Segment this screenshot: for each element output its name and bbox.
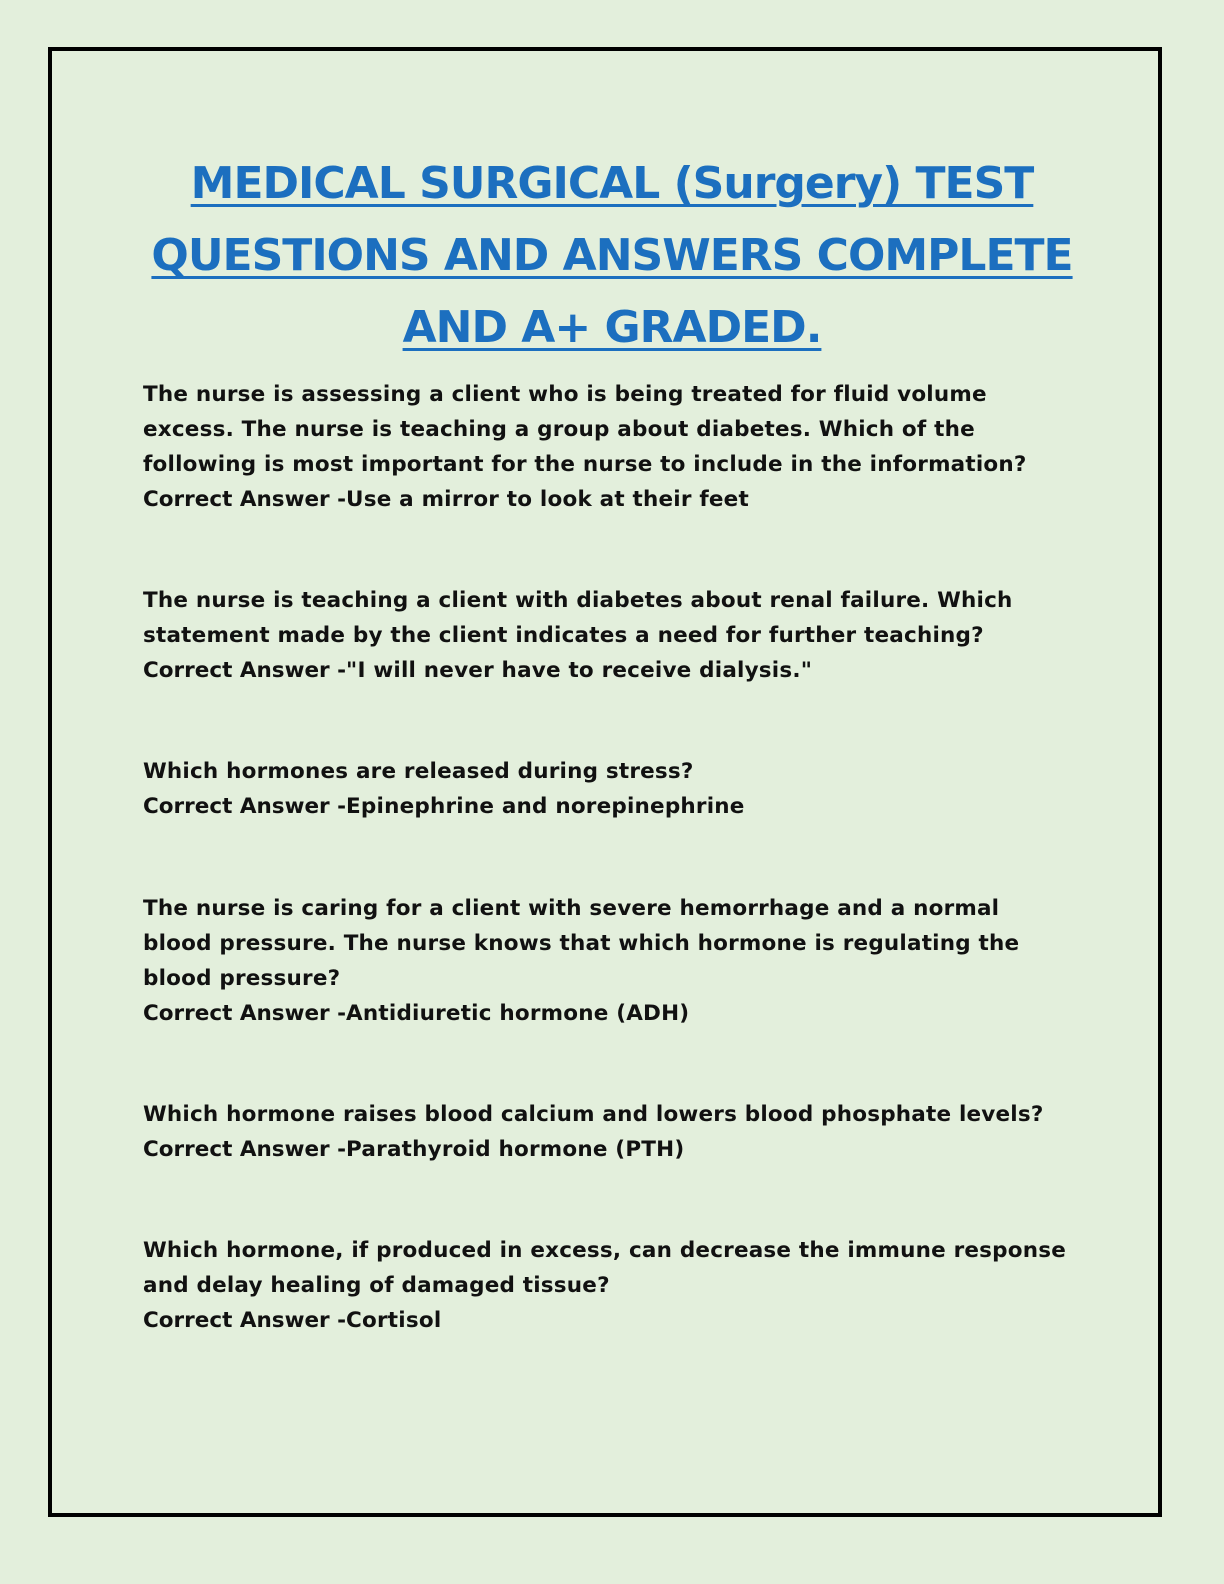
answer-text: Antidiuretic hormone (ADH) <box>346 1001 690 1026</box>
question-line: following is most important for the nurse to include in the information? <box>143 452 1027 477</box>
question-line: blood pressure? <box>143 966 341 991</box>
answer-text: Epinephrine and norepinephrine <box>346 794 745 819</box>
qa-item-6 <box>143 1233 1103 1338</box>
answer-line <box>143 996 1103 1031</box>
qa-item-3 <box>143 754 1103 824</box>
question-line: The nurse is assessing a client who is being treated for fluid volume <box>143 382 987 407</box>
answer-text: Parathyroid hormone (PTH) <box>346 1137 685 1162</box>
title-line: AND A+ GRADED. <box>402 302 822 353</box>
answer-text: "I will never have to receive dialysis." <box>346 658 813 683</box>
answer-prefix: Correct Answer - <box>143 1137 347 1162</box>
answer-prefix: Correct Answer - <box>143 1001 347 1026</box>
answer-line <box>143 482 1103 517</box>
question-line: blood pressure. The nurse knows that which hormone is regulating the <box>143 931 1020 956</box>
answer-text: Use a mirror to look at their feet <box>346 487 749 512</box>
answer-line <box>143 789 1103 824</box>
qa-item-2 <box>143 583 1103 688</box>
question-line: Which hormone raises blood calcium and lowers blood phosphate levels? <box>143 1102 1044 1127</box>
answer-line <box>143 1303 1103 1338</box>
answer-prefix: Correct Answer - <box>143 487 347 512</box>
question-line: Which hormones are released during stress? <box>143 759 694 784</box>
answer-text: Cortisol <box>346 1308 442 1333</box>
question-line: excess. The nurse is teaching a group about diabetes. Which of the <box>143 417 975 442</box>
answer-prefix: Correct Answer - <box>143 1308 347 1333</box>
answer-line <box>143 1132 1103 1167</box>
document-title <box>100 148 1124 364</box>
answer-line <box>143 653 1103 688</box>
question-line: The nurse is teaching a client with diabetes about renal failure. Which <box>143 588 1013 613</box>
answer-prefix: Correct Answer - <box>143 794 347 819</box>
qa-item-5 <box>143 1097 1103 1167</box>
question-line: Which hormone, if produced in excess, can decrease the immune response <box>143 1238 1067 1263</box>
title-line: QUESTIONS AND ANSWERS COMPLETE <box>151 230 1073 281</box>
answer-prefix: Correct Answer - <box>143 658 347 683</box>
question-line: The nurse is caring for a client with severe hemorrhage and a normal <box>143 896 1000 921</box>
title-line: MEDICAL SURGICAL (Surgery) TEST <box>190 158 1034 209</box>
qa-item-4 <box>143 891 1103 1031</box>
question-line: statement made by the client indicates a need for further teaching? <box>143 623 984 648</box>
qa-item-1 <box>143 377 1103 517</box>
question-line: and delay healing of damaged tissue? <box>143 1273 610 1298</box>
